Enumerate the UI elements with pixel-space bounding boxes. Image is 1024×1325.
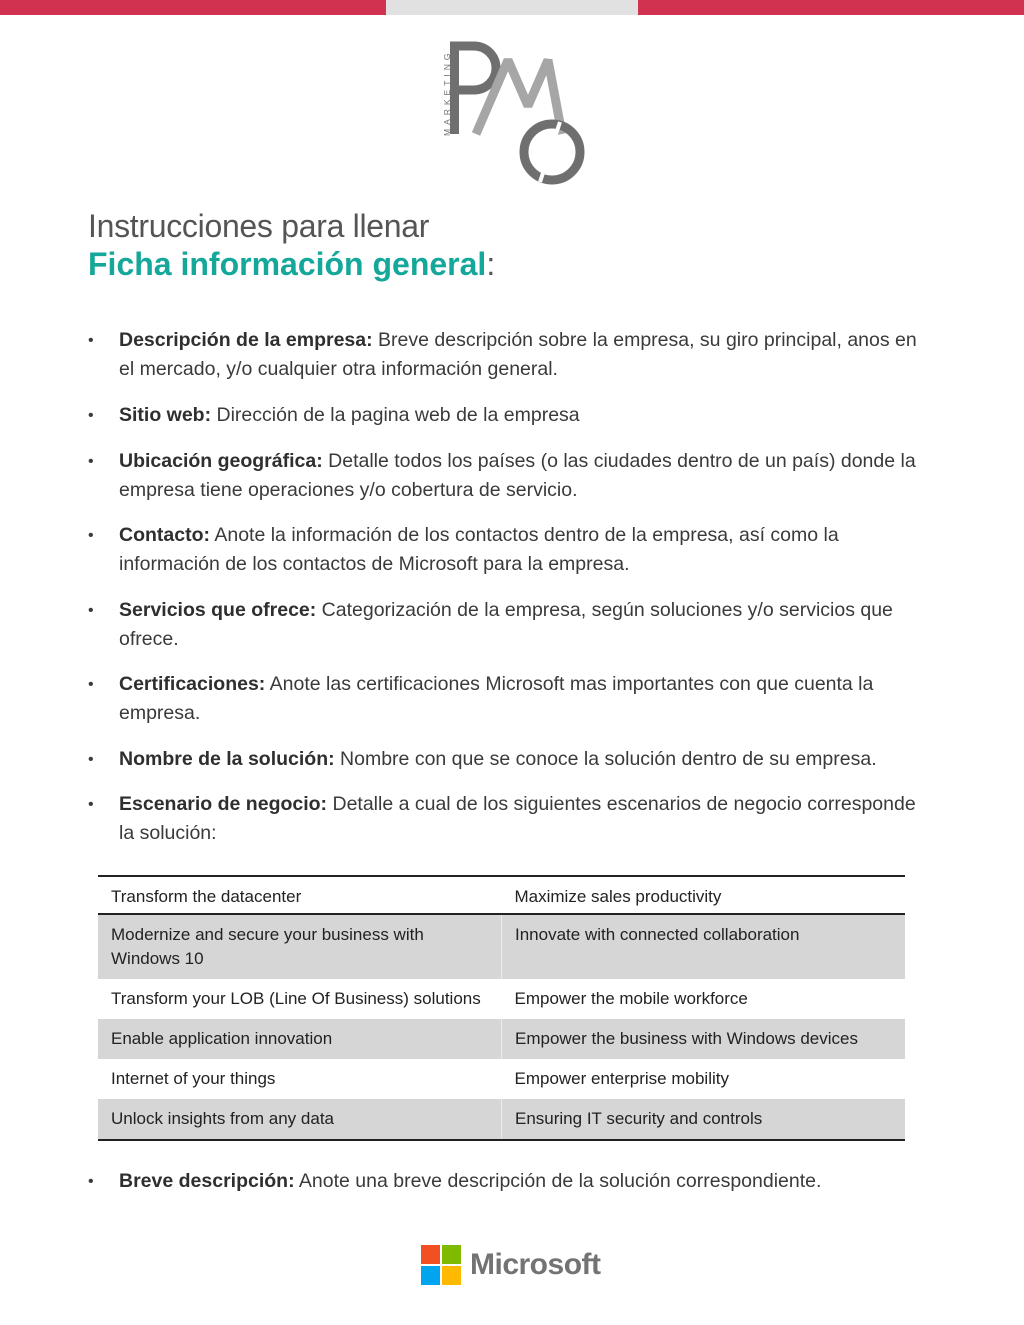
title-colon: : bbox=[486, 246, 496, 282]
logo-square-red bbox=[421, 1245, 440, 1264]
list-item bbox=[88, 521, 918, 579]
page-title bbox=[88, 206, 938, 282]
list-item bbox=[88, 670, 918, 728]
item-text: Detalle a cual de los siguientes escenarios de negocio corresponde la solución: bbox=[119, 793, 916, 844]
item-term: Escenario de negocio: bbox=[119, 793, 328, 815]
table-cell: Unlock insights from any data bbox=[98, 1099, 502, 1140]
pmo-marketing-logo bbox=[430, 36, 600, 192]
item-text: Dirección de la pagina web de la empresa bbox=[211, 404, 580, 426]
top-color-bar bbox=[0, 0, 1024, 15]
item-text: Anote la información de los contactos dentro de la empresa, así como la información de los contactos de Microsoft para la empresa. bbox=[119, 524, 839, 575]
table-cell: Empower enterprise mobility bbox=[514, 1069, 729, 1088]
top-bar-right-segment bbox=[638, 0, 1024, 15]
bullet-icon: • bbox=[88, 1173, 94, 1190]
item-text: Detalle todos los países (o las ciudades dentro de un país) donde la empresa tiene operaciones y/o cobertura de servicio. bbox=[119, 450, 916, 501]
table-cell: Transform your LOB (Line Of Business) solutions bbox=[111, 989, 481, 1008]
microsoft-logo bbox=[421, 1245, 611, 1285]
top-bar-middle-segment bbox=[386, 0, 638, 15]
logo-square-green bbox=[442, 1245, 461, 1264]
logo-square-blue bbox=[421, 1266, 440, 1285]
list-item bbox=[88, 447, 918, 505]
bullet-icon: • bbox=[88, 796, 94, 813]
item-text: Breve descripción sobre la empresa, su giro principal, anos en el mercado, y/o cualquier otra información general. bbox=[119, 329, 917, 380]
table-cell: Innovate with connected collaboration bbox=[502, 914, 906, 979]
table-cell: Ensuring IT security and controls bbox=[502, 1099, 906, 1140]
item-term: Breve descripción: bbox=[119, 1170, 295, 1192]
list-item bbox=[88, 326, 918, 384]
bullet-icon: • bbox=[88, 453, 94, 470]
logo-square-yellow bbox=[442, 1266, 461, 1285]
bullet-icon: • bbox=[88, 527, 94, 544]
table-row bbox=[98, 876, 905, 914]
microsoft-wordmark: Microsoft bbox=[470, 1248, 601, 1281]
list-item bbox=[88, 745, 877, 774]
item-text: Nombre con que se conoce la solución dentro de su empresa. bbox=[334, 748, 877, 770]
table-cell: Empower the mobile workforce bbox=[514, 989, 748, 1008]
title-line-1: Instrucciones para llenar bbox=[88, 208, 430, 244]
item-term: Certificaciones: bbox=[119, 673, 266, 695]
item-term: Contacto: bbox=[119, 524, 210, 546]
item-term: Ubicación geográfica: bbox=[119, 450, 323, 472]
table-row bbox=[98, 1099, 905, 1140]
item-text: Categorización de la empresa, según soluciones y/o servicios que ofrece. bbox=[119, 599, 893, 650]
bullet-icon: • bbox=[88, 602, 94, 619]
logo-marketing-text: MARKETING bbox=[442, 49, 452, 136]
item-text: Anote las certificaciones Microsoft mas importantes con que cuenta la empresa. bbox=[119, 673, 874, 724]
item-text: Anote una breve descripción de la solución correspondiente. bbox=[294, 1170, 822, 1192]
table-row bbox=[98, 1019, 905, 1059]
microsoft-logo-icon bbox=[421, 1245, 461, 1285]
item-term: Servicios que ofrece: bbox=[119, 599, 317, 621]
list-item bbox=[88, 790, 918, 848]
table-cell: Maximize sales productivity bbox=[502, 876, 906, 914]
list-item bbox=[88, 401, 580, 430]
title-line-2 bbox=[88, 246, 938, 282]
title-highlight: Ficha información general bbox=[88, 246, 487, 282]
table-cell: Modernize and secure your business with Windows 10 bbox=[98, 914, 502, 979]
list-item bbox=[88, 596, 918, 654]
table-cell: Internet of your things bbox=[111, 1069, 276, 1088]
table-row bbox=[98, 1059, 905, 1099]
table-cell: Empower the business with Windows devices bbox=[502, 1019, 906, 1059]
bullet-icon: • bbox=[88, 676, 94, 693]
item-term: Descripción de la empresa: bbox=[119, 329, 373, 351]
item-term: Sitio web: bbox=[119, 404, 212, 426]
table-row bbox=[98, 914, 905, 979]
table-cell: Enable application innovation bbox=[98, 1019, 502, 1059]
table-row bbox=[98, 979, 905, 1019]
bullet-icon: • bbox=[88, 407, 94, 424]
bullet-icon: • bbox=[88, 332, 94, 349]
table-cell: Transform the datacenter bbox=[98, 876, 502, 914]
item-term: Nombre de la solución: bbox=[119, 748, 335, 770]
list-item bbox=[88, 1167, 949, 1196]
bullet-icon: • bbox=[88, 751, 94, 768]
pmo-logo-icon bbox=[430, 36, 600, 192]
business-scenarios-table bbox=[98, 875, 905, 1141]
top-bar-left-segment bbox=[0, 0, 386, 15]
